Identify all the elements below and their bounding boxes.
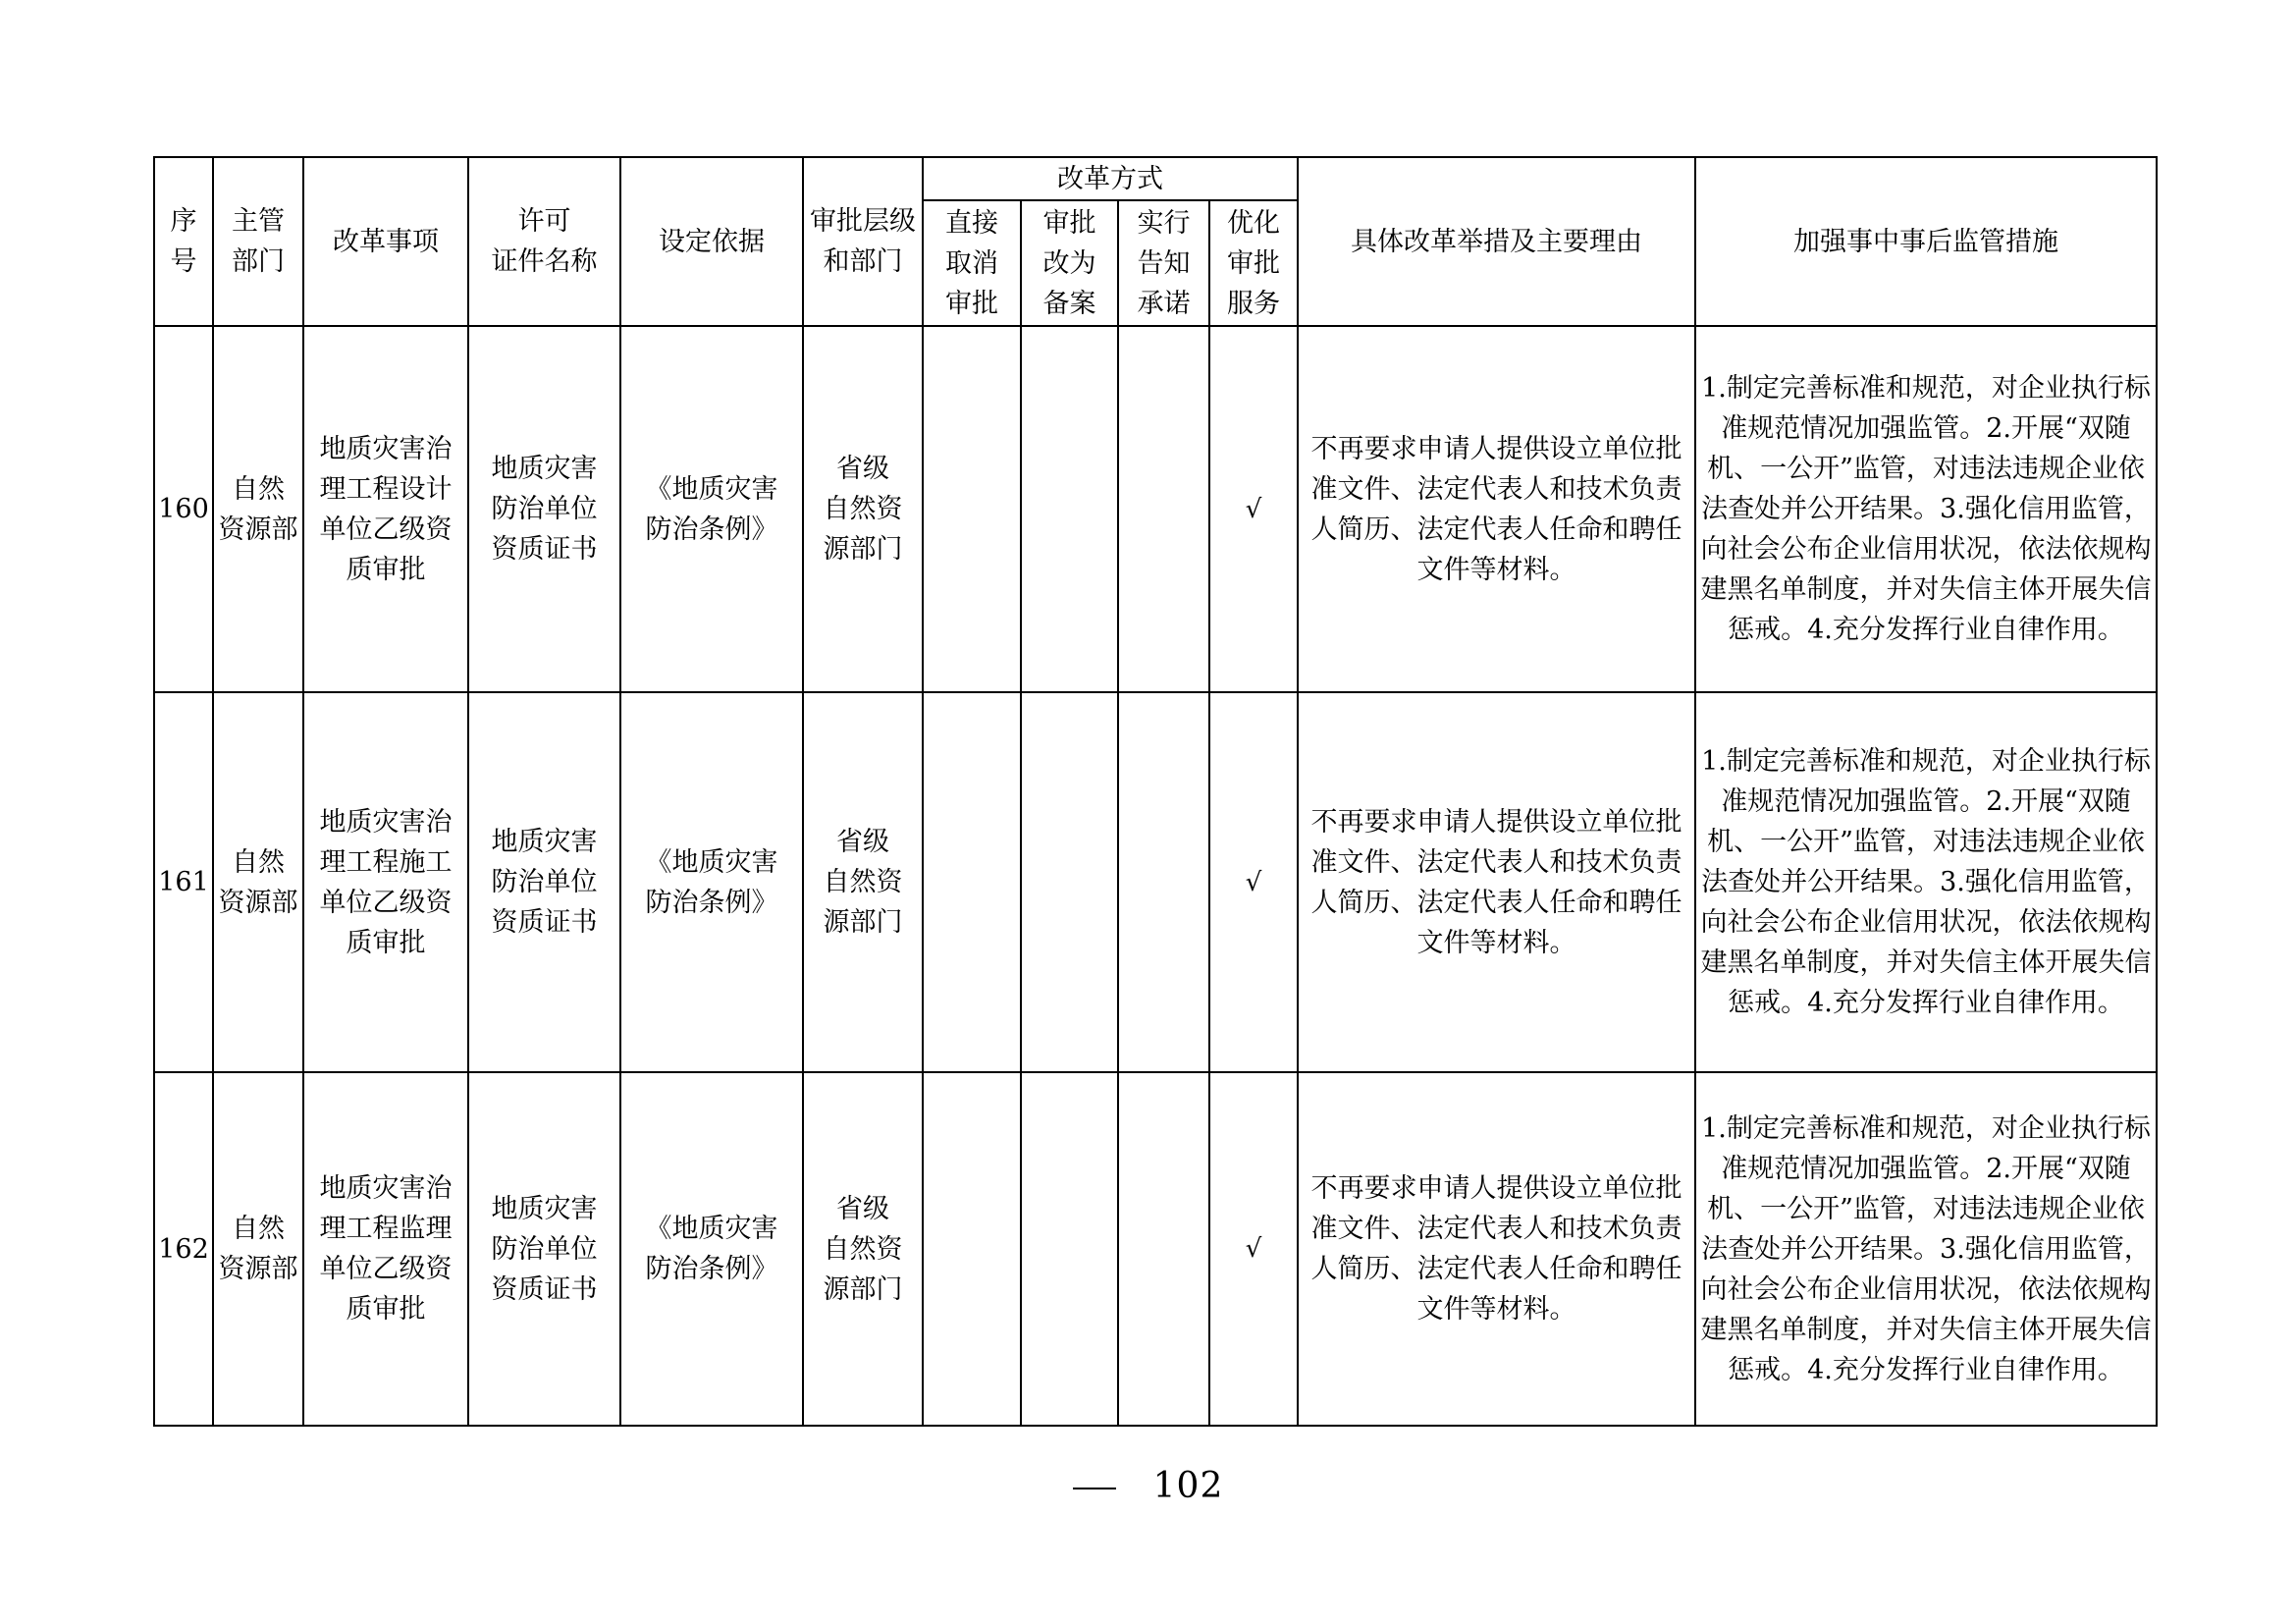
cell-mode-optimize	[1209, 326, 1298, 692]
table-row	[154, 692, 2157, 1072]
cell-supervision: 1.制定完善标准和规范，对企业执行标准规范情况加强监管。2.开展“双随机、一公开”监管，对违法违规企业依法查处并公开结果。3.强化信用监管，向社会公布企业信用状况，依法依规构建黑名单制度，并对失信主体开展失信惩戒。4.充分发挥行业自律作用。	[1695, 692, 2157, 1072]
check-mark: √	[1245, 494, 1262, 524]
cell-basis: 《地质灾害 防治条例》	[620, 692, 803, 1072]
cell-item: 地质灾害治 理工程监理 单位乙级资 质审批	[303, 1072, 468, 1426]
cell-seq: 160	[154, 326, 213, 692]
cell-dept: 自然 资源部	[213, 1072, 303, 1426]
cell-dept: 自然 资源部	[213, 692, 303, 1072]
header-supervision: 加强事中事后监管措施	[1695, 157, 2157, 326]
cell-reason: 不再要求申请人提供设立单位批准文件、法定代表人和技术负责人简历、法定代表人任命和聘任文件等材料。	[1298, 692, 1695, 1072]
cell-supervision: 1.制定完善标准和规范，对企业执行标准规范情况加强监管。2.开展“双随机、一公开”监管，对违法违规企业依法查处并公开结果。3.强化信用监管，向社会公布企业信用状况，依法依规构建黑名单制度，并对失信主体开展失信惩戒。4.充分发挥行业自律作用。	[1695, 326, 2157, 692]
table-row	[154, 326, 2157, 692]
cell-basis: 《地质灾害 防治条例》	[620, 326, 803, 692]
header-mode-record: 审批 改为 备案	[1021, 200, 1118, 326]
reform-table	[153, 156, 2158, 1427]
cell-mode-promise	[1118, 326, 1209, 692]
cell-mode-record	[1021, 692, 1118, 1072]
cell-item: 地质灾害治 理工程施工 单位乙级资 质审批	[303, 692, 468, 1072]
header-level: 审批层级 和部门	[803, 157, 923, 326]
cell-cert: 地质灾害 防治单位 资质证书	[468, 692, 620, 1072]
cell-reason: 不再要求申请人提供设立单位批准文件、法定代表人和技术负责人简历、法定代表人任命和聘任文件等材料。	[1298, 1072, 1695, 1426]
header-mode-optimize: 优化 审批 服务	[1209, 200, 1298, 326]
page-footer	[0, 1466, 2296, 1506]
footer-dash	[1073, 1488, 1116, 1489]
cell-mode-optimize	[1209, 692, 1298, 1072]
header-item: 改革事项	[303, 157, 468, 326]
header-dept: 主管 部门	[213, 157, 303, 326]
cell-level: 省级 自然资 源部门	[803, 692, 923, 1072]
page-number: 102	[1152, 1466, 1224, 1506]
header-mode-group: 改革方式	[923, 157, 1298, 200]
cell-mode-cancel	[923, 1072, 1021, 1426]
cell-level: 省级 自然资 源部门	[803, 1072, 923, 1426]
check-mark: √	[1245, 867, 1262, 897]
cell-level: 省级 自然资 源部门	[803, 326, 923, 692]
cell-mode-record	[1021, 326, 1118, 692]
cell-seq: 162	[154, 1072, 213, 1426]
cell-mode-record	[1021, 1072, 1118, 1426]
cell-mode-cancel	[923, 692, 1021, 1072]
check-mark: √	[1245, 1234, 1262, 1264]
header-basis: 设定依据	[620, 157, 803, 326]
cell-item: 地质灾害治 理工程设计 单位乙级资 质审批	[303, 326, 468, 692]
cell-mode-promise	[1118, 692, 1209, 1072]
header-reason: 具体改革举措及主要理由	[1298, 157, 1695, 326]
header-mode-cancel: 直接 取消 审批	[923, 200, 1021, 326]
cell-mode-optimize	[1209, 1072, 1298, 1426]
cell-mode-cancel	[923, 326, 1021, 692]
cell-basis: 《地质灾害 防治条例》	[620, 1072, 803, 1426]
cell-cert: 地质灾害 防治单位 资质证书	[468, 326, 620, 692]
cell-reason: 不再要求申请人提供设立单位批准文件、法定代表人和技术负责人简历、法定代表人任命和聘任文件等材料。	[1298, 326, 1695, 692]
header-cert: 许可 证件名称	[468, 157, 620, 326]
cell-supervision: 1.制定完善标准和规范，对企业执行标准规范情况加强监管。2.开展“双随机、一公开”监管，对违法违规企业依法查处并公开结果。3.强化信用监管，向社会公布企业信用状况，依法依规构建黑名单制度，并对失信主体开展失信惩戒。4.充分发挥行业自律作用。	[1695, 1072, 2157, 1426]
cell-mode-promise	[1118, 1072, 1209, 1426]
cell-cert: 地质灾害 防治单位 资质证书	[468, 1072, 620, 1426]
header-seq: 序 号	[154, 157, 213, 326]
cell-dept: 自然 资源部	[213, 326, 303, 692]
header-mode-promise: 实行 告知 承诺	[1118, 200, 1209, 326]
table-row	[154, 1072, 2157, 1426]
cell-seq: 161	[154, 692, 213, 1072]
